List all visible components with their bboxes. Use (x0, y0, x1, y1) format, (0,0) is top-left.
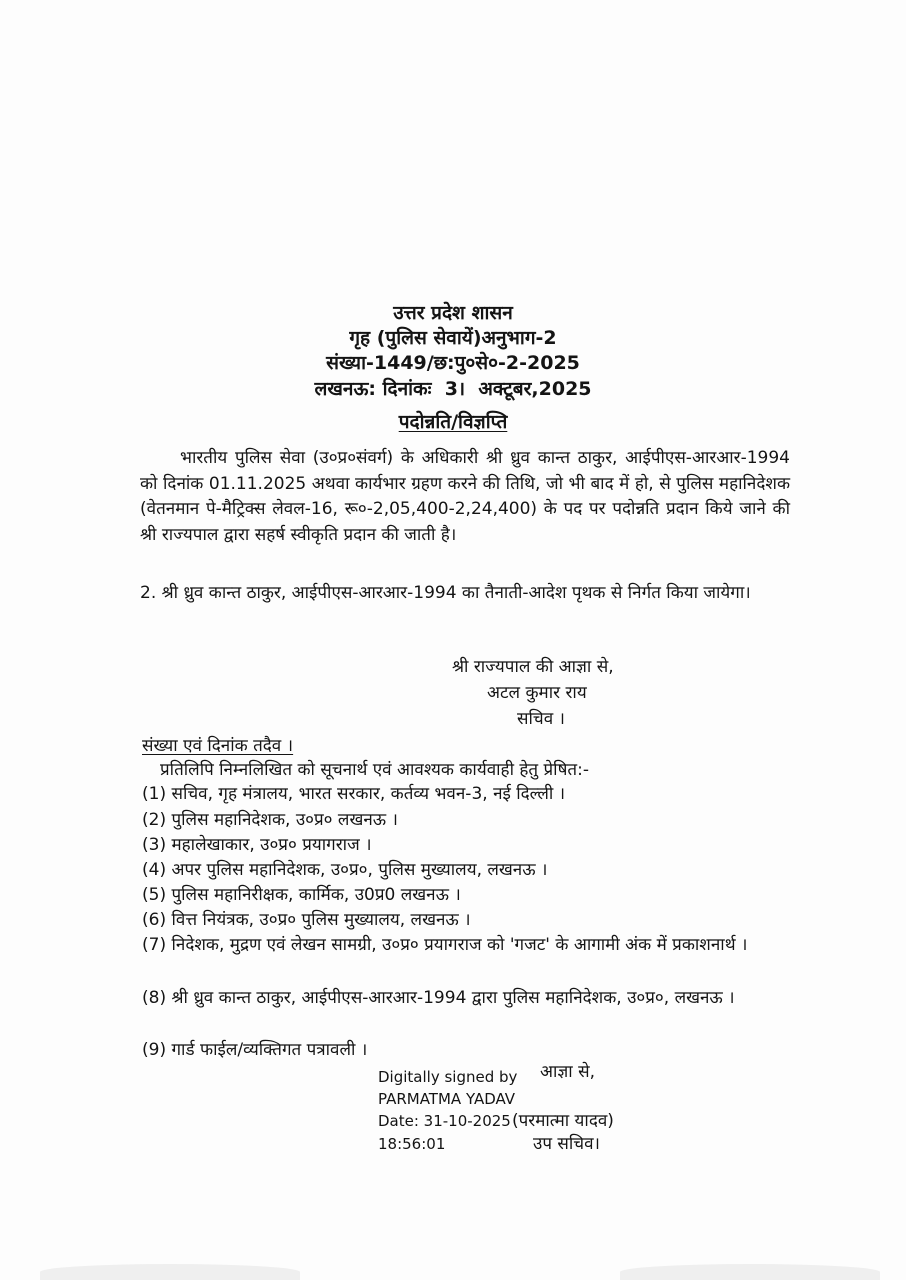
copy-item: (2) पुलिस महानिदेशक, उ०प्र० लखनऊ । (142, 810, 398, 830)
digital-signature-date: Date: 31-10-2025 (378, 1112, 511, 1130)
final-signature-authority: आज्ञा से, (540, 1062, 595, 1082)
body-paragraph-2: 2. श्री ध्रुव कान्त ठाकुर, आईपीएस-आरआर-1994 का तैनाती-आदेश पृथक से निर्गत किया जायेगा। (140, 583, 751, 603)
copy-intro: प्रतिलिपि निम्नलिखित को सूचनार्थ एवं आवश्यक कार्यवाही हेतु प्रेषित:- (160, 760, 589, 780)
header-department: गृह (पुलिस सेवायें)अनुभाग-2 (349, 327, 557, 349)
copy-item: (6) वित्त नियंत्रक, उ०प्र० पुलिस मुख्यालय, लखनऊ । (142, 910, 471, 930)
signature-name: अटल कुमार राय (487, 683, 587, 703)
digital-signature-name: PARMATMA YADAV (378, 1090, 516, 1108)
copy-item: (8) श्री ध्रुव कान्त ठाकुर, आईपीएस-आरआर-1994 द्वारा पुलिस महानिदेशक, उ०प्र०, लखनऊ । (142, 988, 735, 1008)
document-title (0, 408, 906, 434)
page-shadow-right (620, 1264, 880, 1280)
copy-item: (4) अपर पुलिस महानिदेशक, उ०प्र०, पुलिस मुख्यालय, लखनऊ । (142, 860, 548, 880)
copy-item: (1) सचिव, गृह मंत्रालय, भारत सरकार, कर्तव्य भवन-3, नई दिल्ली । (142, 784, 566, 804)
body-paragraph-1: भारतीय पुलिस सेवा (उ०प्र०संवर्ग) के अधिकारी श्री ध्रुव कान्त ठाकुर, आईपीएस-आरआर-1994 को दिनांक 01.11.2025 अथवा कार्यभार ग्रहण करने की तिथि, जो भी बाद में हो, से पुलिस महानिदेशक (वेतनमान पे-मैट्रिक्स लेवल-16, रू०-2,05,400-2,24,400) के पद पर पदोन्नति प्रदान किये जाने की श्री राज्यपाल द्वारा सहर्ष स्वीकृति प्रदान की जाती है। (140, 448, 790, 545)
copy-item: (3) महालेखाकार, उ०प्र० प्रयागराज । (142, 835, 372, 855)
header-reference-number: संख्या-1449/छ:पु०से०-2-2025 (326, 352, 580, 374)
copy-item: (7) निदेशक, मुद्रण एवं लेखन सामग्री, उ०प्र० प्रयागराज को 'गजट' के आगामी अंक में प्रकाशनार्थ । (142, 935, 748, 955)
header-government: उत्तर प्रदेश शासन (393, 302, 513, 324)
page-shadow-left (40, 1264, 300, 1280)
final-signature-name: (परमात्मा यादव) (512, 1111, 614, 1131)
signature-designation: सचिव । (517, 709, 565, 729)
digital-signature-label: Digitally signed by (378, 1068, 518, 1086)
copy-heading: संख्या एवं दिनांक तदैव । (142, 736, 294, 756)
document-title-text: पदोन्नति/विज्ञप्ति (398, 411, 508, 433)
copy-item: (9) गार्ड फाईल/व्यक्तिगत पत्रावली । (142, 1040, 368, 1060)
digital-signature-time: 18:56:01 (378, 1135, 446, 1153)
signature-authority: श्री राज्यपाल की आज्ञा से, (452, 657, 614, 677)
copy-item: (5) पुलिस महानिरीक्षक, कार्मिक, उ0प्र0 लखनऊ । (142, 885, 461, 905)
final-signature-designation: उप सचिव। (533, 1134, 600, 1154)
header-place-date: लखनऊ: दिनांकः 3। अक्टूबर,2025 (314, 378, 592, 400)
